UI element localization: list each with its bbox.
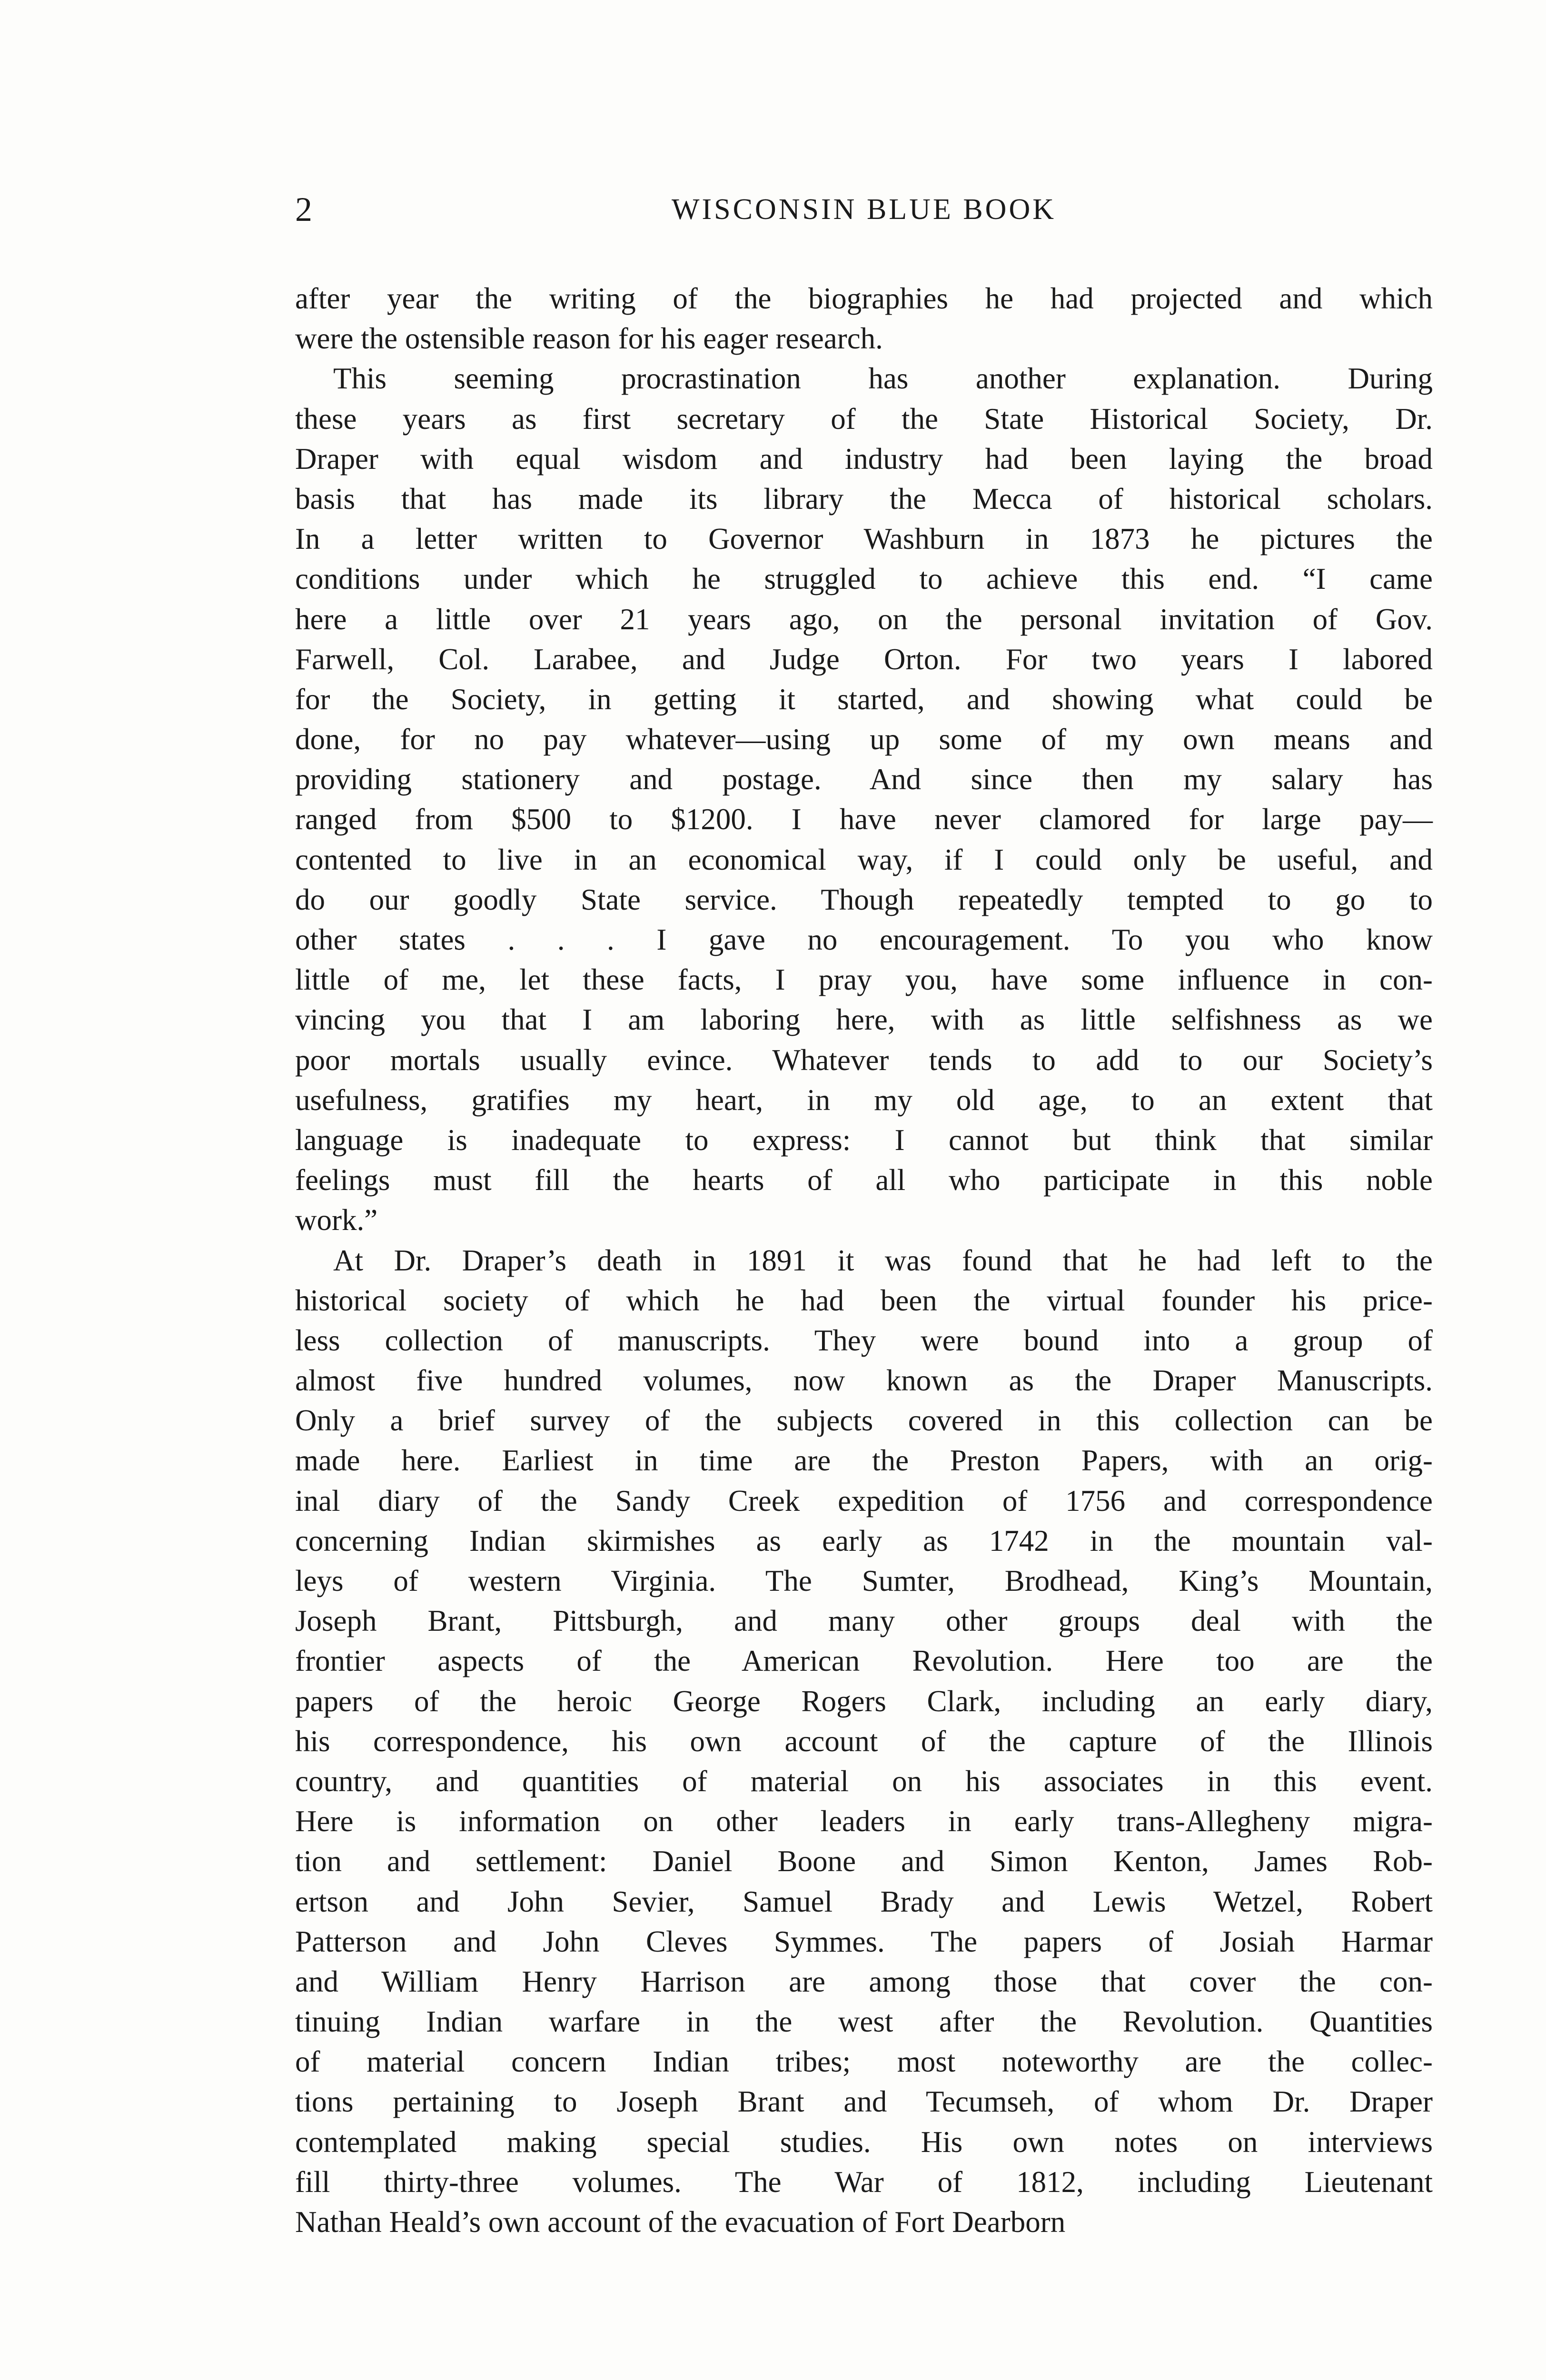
- text-line: less collection of manuscripts. They were bound into a group of: [295, 1323, 1433, 1357]
- text-line: tinuing Indian warfare in the west after the Revolution. Quantities: [295, 2005, 1433, 2039]
- body-text: [295, 278, 1433, 2242]
- text-line: feelings must fill the hearts of all who participate in this noble: [295, 1163, 1433, 1197]
- text-line: almost five hundred volumes, now known as the Draper Manuscripts.: [295, 1364, 1433, 1398]
- text-line: for the Society, in getting it started, and showing what could be: [295, 682, 1433, 716]
- text-line: At Dr. Draper’s death in 1891 it was found that he had left to the: [333, 1243, 1433, 1277]
- text-line: of material concern Indian tribes; most noteworthy are the collec-: [295, 2045, 1433, 2079]
- text-line: tion and settlement: Daniel Boone and Simon Kenton, James Rob-: [295, 1844, 1433, 1878]
- text-line: poor mortals usually evince. Whatever tends to add to our Society’s: [295, 1043, 1433, 1077]
- text-line: This seeming procrastination has another explanation. During: [333, 362, 1433, 396]
- text-line: frontier aspects of the American Revolution. Here too are the: [295, 1644, 1433, 1678]
- text-line: little of me, let these facts, I pray you, have some influence in con-: [295, 963, 1433, 997]
- text-line: vincing you that I am laboring here, with as little selfishness as we: [295, 1003, 1433, 1037]
- text-line: these years as first secretary of the State Historical Society, Dr.: [295, 402, 1433, 436]
- text-line: made here. Earliest in time are the Preston Papers, with an orig-: [295, 1444, 1433, 1478]
- text-line: providing stationery and postage. And since then my salary has: [295, 763, 1433, 796]
- text-line: contented to live in an economical way, if I could only be useful, and: [295, 843, 1433, 876]
- text-line: Nathan Heald’s own account of the evacuation of Fort Dearborn: [295, 2205, 1066, 2239]
- text-line: work.”: [295, 1203, 378, 1237]
- text-line: Here is information on other leaders in early trans-Allegheny migra-: [295, 1805, 1433, 1838]
- text-line: ranged from $500 to $1200. I have never clamored for large pay—: [295, 803, 1433, 836]
- text-line: Joseph Brant, Pittsburgh, and many other groups deal with the: [295, 1604, 1433, 1638]
- text-line: tions pertaining to Joseph Brant and Tecumseh, of whom Dr. Draper: [295, 2085, 1433, 2119]
- text-line: papers of the heroic George Rogers Clark, including an early diary,: [295, 1684, 1433, 1718]
- text-line: Draper with equal wisdom and industry had been laying the broad: [295, 442, 1433, 476]
- text-line: fill thirty-three volumes. The War of 1812, including Lieutenant: [295, 2165, 1433, 2199]
- text-line: Patterson and John Cleves Symmes. The papers of Josiah Harmar: [295, 1924, 1433, 1958]
- text-line: and William Henry Harrison are among those that cover the con-: [295, 1964, 1433, 1998]
- text-line: done, for no pay whatever—using up some of my own means and: [295, 723, 1433, 756]
- text-line: other states . . . I gave no encouragement. To you who know: [295, 923, 1433, 956]
- text-line: ertson and John Sevier, Samuel Brady and Lewis Wetzel, Robert: [295, 1884, 1433, 1918]
- paragraph: [295, 278, 1433, 358]
- text-line: concerning Indian skirmishes as early as 1742 in the mountain val-: [295, 1524, 1433, 1557]
- text-line: Only a brief survey of the subjects covered in this collection can be: [295, 1404, 1433, 1438]
- text-line: do our goodly State service. Though repeatedly tempted to go to: [295, 883, 1433, 916]
- paragraph: [295, 1240, 1433, 2242]
- paragraph: [295, 358, 1433, 1240]
- text-line: basis that has made its library the Mecca of historical scholars.: [295, 482, 1433, 516]
- text-line: conditions under which he struggled to achieve this end. “I came: [295, 562, 1433, 596]
- text-line: leys of western Virginia. The Sumter, Brodhead, King’s Mountain,: [295, 1564, 1433, 1597]
- text-line: inal diary of the Sandy Creek expedition of 1756 and correspondence: [295, 1484, 1433, 1517]
- text-line: after year the writing of the biographies he had projected and which: [295, 282, 1433, 315]
- text-line: here a little over 21 years ago, on the personal invitation of Gov.: [295, 602, 1433, 636]
- text-line: Farwell, Col. Larabee, and Judge Orton. For two years I labored: [295, 642, 1433, 676]
- text-line: usefulness, gratifies my heart, in my old age, to an extent that: [295, 1083, 1433, 1117]
- running-title: WISCONSIN BLUE BOOK: [672, 193, 1056, 226]
- page-number: 2: [295, 190, 312, 228]
- running-head: [295, 183, 1433, 236]
- text-line: historical society of which he had been the virtual founder his price-: [295, 1283, 1433, 1317]
- text-line: his correspondence, his own account of the capture of the Illinois: [295, 1724, 1433, 1758]
- text-line: language is inadequate to express: I cannot but think that similar: [295, 1123, 1433, 1157]
- text-line: were the ostensible reason for his eager research.: [295, 322, 883, 356]
- text-line: In a letter written to Governor Washburn in 1873 he pictures the: [295, 522, 1433, 556]
- text-line: contemplated making special studies. His own notes on interviews: [295, 2125, 1433, 2159]
- text-line: country, and quantities of material on his associates in this event.: [295, 1764, 1433, 1798]
